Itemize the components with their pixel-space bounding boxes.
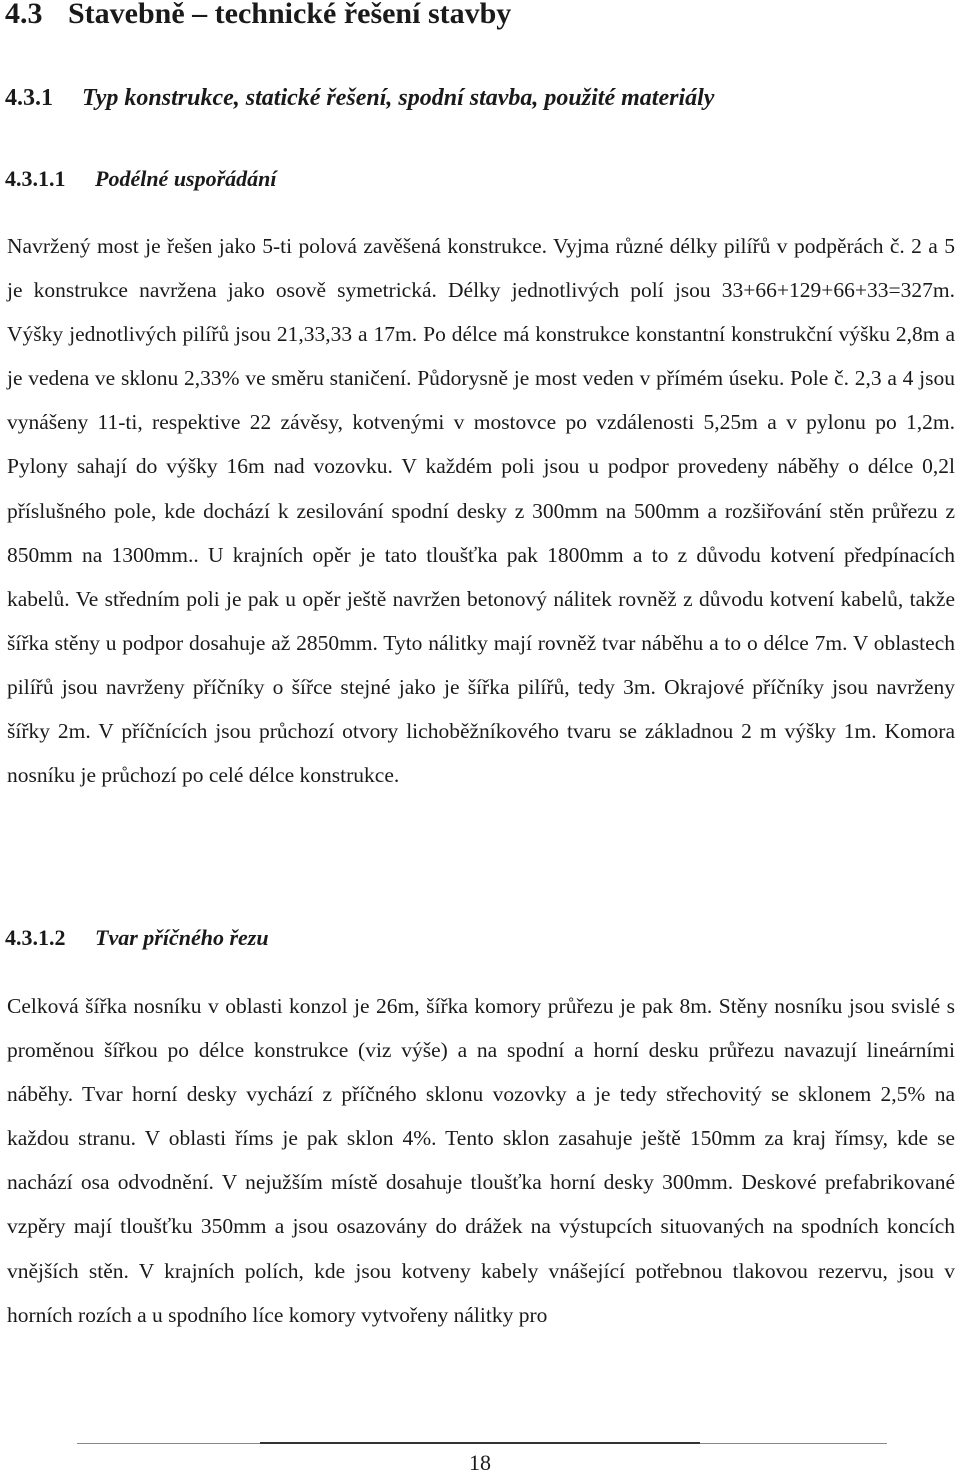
subsection-number: 4.3.1 (5, 85, 53, 111)
section-title: Stavebně – technické řešení stavby (68, 0, 512, 30)
page-number: 18 (469, 1450, 491, 1475)
subsubsection-title: Podélné uspořádání (95, 166, 277, 191)
paragraph-longitudinal-layout: Navržený most je řešen jako 5-ti polová zavěšená konstrukce. Vyjma různé délky pilířů v podpěrách č. 2 a 5 je konstrukce navržena jako osově symetrická. Délky jednotlivých polí jsou 33+66+129+66+33=327m. Výšky jednotlivých pilířů jsou 21,33,33 a 17m. Po délce má konstrukce konstantní konstrukční výšku 2,8m a je vedena ve sklonu 2,33% ve směru staničení. Půdorysně je most veden v přímém úseku. Pole č. 2,3 a 4 jsou vynášeny 11-ti, respektive 22 závěsy, kotvenými v mostovce po vzdálenosti 5,25m a v pylonu po 1,2m. Pylony sahají do výšky 16m nad vozovku. V každém poli jsou u podpor provedeny náběhy o délce 0,2l příslušného pole, kde dochází k zesilování spodní desky z 300mm na 500mm a rozšiřování stěn průřezu z 850mm na 1300mm.. U krajních opěr je tato tloušťka pak 1800mm a to z důvodu kotvení předpínacích kabelů. Ve středním poli je pak u opěr ještě navržen betonový nálitek rovněž z důvodu kotvení kabelů, takže šířka stěny u podpor dosahuje až 2850mm. Tyto nálitky mají rovněž tvar náběhu a to o délce 7m. V oblastech pilířů jsou navrženy příčníky o šířce stejné jako je šířka pilířů, tedy 3m. Okrajové příčníky jsou navrženy šířky 2m. V příčnících jsou průchozí otvory lichoběžníkového tvaru se základnou 2 m výšky 1m. Komora nosníku je průchozí po celé délce konstrukce. (7, 234, 955, 788)
subsection-heading (5, 80, 714, 116)
subsubsection-heading-1 (5, 162, 277, 196)
subsubsection-title: Tvar příčného řezu (95, 925, 269, 950)
subsection-title: Typ konstrukce, statické řešení, spodní stavba, použité materiály (82, 85, 715, 111)
footer-rule-emphasis (260, 1442, 700, 1444)
subsubsection-heading-2 (5, 921, 269, 955)
subsubsection-number: 4.3.1.1 (5, 166, 66, 191)
paragraph-cross-section: Celková šířka nosníku v oblasti konzol je 26m, šířka komory průřezu je pak 8m. Stěny nosníku jsou svislé s proměnou šířkou po délce konstrukce (viz výše) a na spodní a horní desku průřezu navazují lineárními náběhy. Tvar horní desky vychází z příčného sklonu vozovky a je tedy střechovitý se sklonem 2,5% na každou stranu. V oblasti říms je pak sklon 4%. Tento sklon zasahuje ještě 150mm za kraj římsy, kde se nachází osa odvodnění. V nejužším místě dosahuje tloušťka horní desky 300mm. Deskové prefabrikované vzpěry mají tloušťku 350mm a jsou osazovány do drážek na výstupcích situovaných na spodních koncích vnějších stěn. V krajních polích, kde jsou kotveny kabely vnášející potřebnou tlakovou rezervu, jsou v horních rozích a u spodního líce komory vytvořeny nálitky pro (7, 994, 955, 1327)
subsubsection-number: 4.3.1.2 (5, 925, 66, 950)
footer-rule (77, 1443, 887, 1444)
section-number: 4.3 (5, 0, 43, 30)
section-heading (5, 0, 511, 36)
